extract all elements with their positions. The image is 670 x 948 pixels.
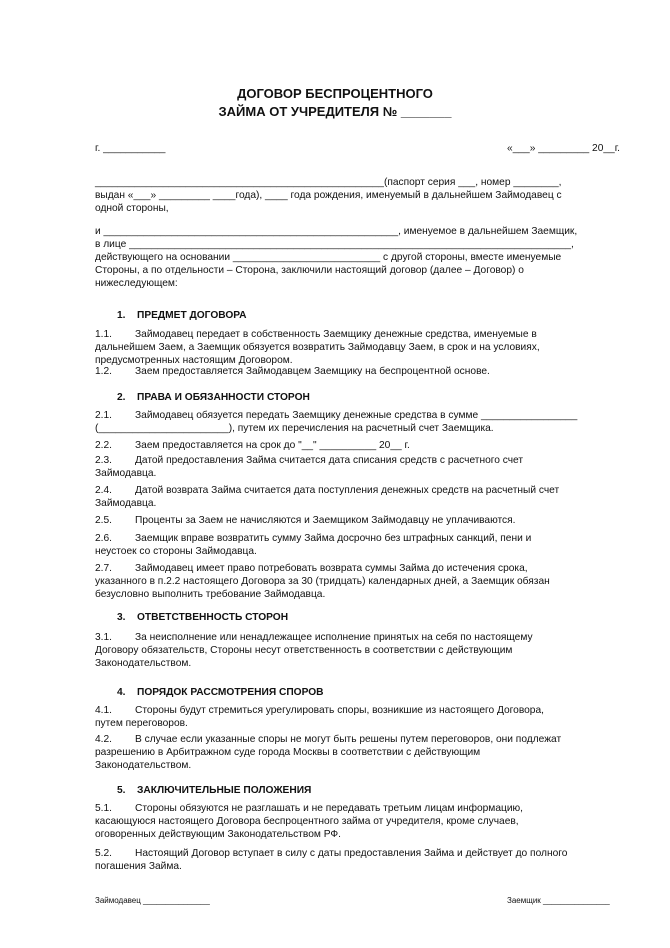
clause-text: оговоренных действующим Законодательством РФ.	[95, 829, 341, 840]
clause-text: Заемщик вправе возвратить сумму Займа досрочно без штрафных санкций, пени и	[135, 533, 532, 544]
clause-number: 3.1.	[95, 632, 112, 643]
clause-line	[95, 546, 257, 559]
clause-text: Законодательством.	[95, 658, 192, 669]
clause-text: Займодавец имеет право потребовать возврата суммы Займа до истечения срока,	[135, 563, 528, 574]
clause-text: Заем предоставляется на срок до "__" __________ 20__ г.	[135, 440, 410, 451]
intro-line: Стороны, а по отдельности – Сторона, заключили настоящий договор (далее – Договор) о	[95, 265, 524, 276]
clause-line	[95, 485, 559, 498]
clause-text: дальнейшем Заем, а Заемщик обязуется возвратить Займодавцу Заем, в срок и на условиях,	[95, 342, 540, 353]
lender-signature: Займодавец _______________	[95, 896, 210, 905]
section-heading	[117, 391, 310, 404]
clause-line	[95, 645, 512, 658]
section-title: ОТВЕТСТВЕННОСТЬ СТОРОН	[137, 612, 289, 623]
clause-text: Займодавец обязуется передать Заемщику денежные средства в сумме _________________	[135, 410, 578, 421]
clause-line	[95, 718, 188, 731]
clause-text: Датой предоставления Займа считается дата списания средств с расчетного счет	[135, 455, 524, 466]
clause-line	[95, 589, 325, 602]
clause-number: 2.5.	[95, 515, 112, 526]
clause-number: 4.1.	[95, 705, 112, 716]
section-number: 5.	[117, 785, 126, 796]
clause-line	[95, 498, 156, 511]
clause-number: 2.1.	[95, 410, 112, 421]
clause-line	[95, 455, 523, 468]
clause-line	[95, 632, 533, 645]
clause-number: 1.1.	[95, 329, 112, 340]
section-title: ПРАВА И ОБЯЗАННОСТИ СТОРОН	[137, 392, 310, 403]
clause-line	[95, 423, 494, 436]
section-title: ПОРЯДОК РАССМОТРЕНИЯ СПОРОВ	[137, 687, 324, 698]
clause-line	[95, 816, 519, 829]
clause-line	[95, 563, 528, 576]
clause-number: 2.7.	[95, 563, 112, 574]
section-number: 1.	[117, 310, 126, 321]
clause-line	[95, 760, 191, 773]
clause-text: касающуюся настоящего Договора беспроцентного займа от учредителя, кроме случаев,	[95, 816, 519, 827]
clause-text: Займодавца.	[95, 498, 157, 509]
clause-line	[95, 658, 191, 671]
clause-text: Законодательством.	[95, 760, 192, 771]
section-title: ЗАКЛЮЧИТЕЛЬНЫЕ ПОЛОЖЕНИЯ	[137, 785, 312, 796]
section-number: 3.	[117, 612, 126, 623]
clause-number: 2.4.	[95, 485, 112, 496]
clause-number: 2.2.	[95, 440, 112, 451]
clause-line	[95, 440, 410, 453]
clause-line	[95, 533, 531, 546]
clause-number: 5.1.	[95, 803, 112, 814]
section-heading	[117, 309, 247, 322]
clause-text: Займодавец передает в собственность Заемщику денежные средства, именуемые в	[135, 329, 537, 340]
clause-line	[95, 734, 561, 747]
intro-line: действующего на основании __________________________ с другой стороны, вместе именуемые	[95, 252, 562, 263]
clause-text: Стороны обязуются не разглашать и не передавать третьим лицам информацию,	[135, 803, 523, 814]
clause-line	[95, 366, 490, 379]
clause-line	[95, 829, 341, 842]
document-title-line-1: ДОГОВОР БЕСПРОЦЕНТНОГО	[237, 86, 433, 101]
section-number: 2.	[117, 392, 126, 403]
clause-line	[95, 861, 182, 874]
clause-line	[95, 468, 156, 481]
clause-text: Датой возврата Займа считается дата поступления денежных средств на расчетный счет	[135, 485, 560, 496]
clause-number: 5.2.	[95, 848, 112, 859]
clause-line	[95, 410, 577, 423]
clause-line	[95, 803, 523, 816]
document-title-line-2: ЗАЙМА ОТ УЧРЕДИТЕЛЯ № _______	[218, 104, 452, 119]
section-heading	[117, 784, 311, 797]
clause-line	[95, 515, 516, 528]
intro-line: ___________________________________________________(паспорт серия ___, номер ________,	[95, 177, 562, 188]
section-title: ПРЕДМЕТ ДОГОВОРА	[137, 310, 247, 321]
clause-line	[95, 342, 540, 355]
clause-text: разрешению в Арбитражном суде города Москвы в соответствии с действующим	[95, 747, 481, 758]
intro-line: выдан «___» _________ ____года), ____ года рождения, именуемый в дальнейшем Займодавец с	[95, 190, 562, 201]
clause-line	[95, 576, 550, 589]
clause-text: предусмотренных настоящим Договором.	[95, 355, 293, 366]
intro-line: в лице ______________________________________________________________________________,	[95, 239, 574, 250]
section-heading	[117, 686, 324, 699]
section-number: 4.	[117, 687, 126, 698]
intro-line: и ____________________________________________________, именуемое в дальнейшем Заемщик,	[95, 226, 578, 237]
city-field: г. ___________	[95, 143, 166, 154]
clause-text: погашения Займа.	[95, 861, 182, 872]
clause-line	[95, 705, 544, 718]
clause-text: Займодавца.	[95, 468, 157, 479]
clause-text: неустоек со стороны Займодавца.	[95, 546, 257, 557]
clause-text: В случае если указанные споры не могут быть решены путем переговоров, они подлежат	[135, 734, 562, 745]
section-heading	[117, 611, 288, 624]
clause-text: безусловно выполнить требование Займодавца.	[95, 589, 326, 600]
clause-number: 2.3.	[95, 455, 112, 466]
clause-line	[95, 329, 537, 342]
date-field: «___» _________ 20__г.	[507, 143, 620, 154]
clause-text: Договору обязательств, Стороны несут ответственность в соответствии с действующим	[95, 645, 513, 656]
clause-text: (_______________________), путем их перечисления на расчетный счет Заемщика.	[95, 423, 494, 434]
clause-text: путем переговоров.	[95, 718, 188, 729]
clause-number: 2.6.	[95, 533, 112, 544]
clause-line	[95, 848, 567, 861]
clause-text: Стороны будут стремиться урегулировать споры, возникшие из настоящего Договора,	[135, 705, 544, 716]
clause-text: Настоящий Договор вступает в силу с даты предоставления Займа и действует до полного	[135, 848, 568, 859]
intro-line: одной стороны,	[95, 203, 169, 214]
clause-line	[95, 747, 480, 760]
clause-number: 1.2.	[95, 366, 112, 377]
borrower-signature: Заемщик _______________	[507, 896, 610, 905]
clause-text: указанного в п.2.2 настоящего Договора за 30 (тридцать) календарных дней, а Заемщик обязан	[95, 576, 550, 587]
intro-line: нижеследующем:	[95, 278, 178, 289]
clause-text: Проценты за Заем не начисляются и Заемщиком Займодавцу не уплачиваются.	[135, 515, 516, 526]
clause-text: За неисполнение или ненадлежащее исполнение принятых на себя по настоящему	[135, 632, 533, 643]
clause-text: Заем предоставляется Займодавцем Заемщику на беспроцентной основе.	[135, 366, 490, 377]
clause-number: 4.2.	[95, 734, 112, 745]
